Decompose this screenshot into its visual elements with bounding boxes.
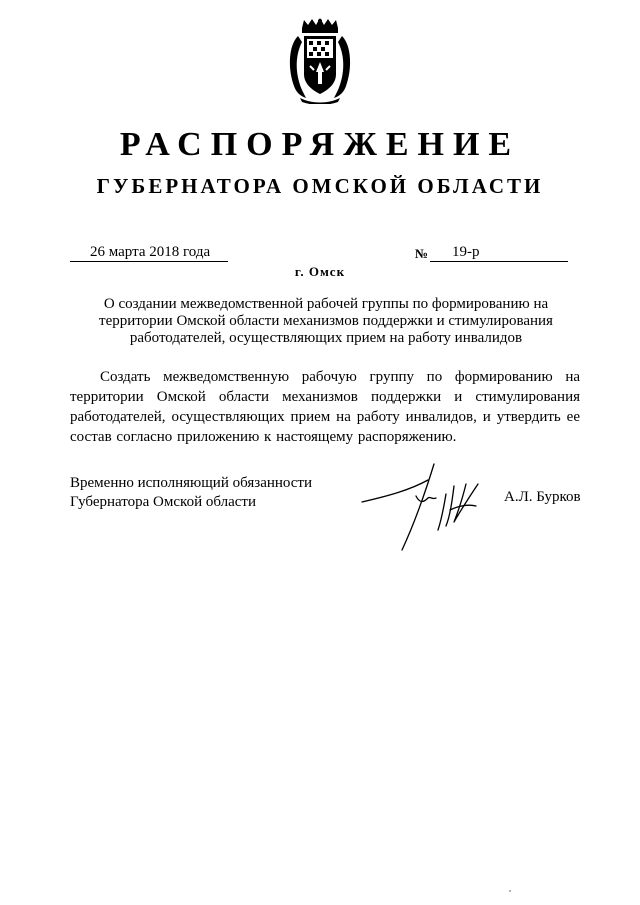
signatory-name: А.Л. Бурков	[504, 489, 581, 505]
handwritten-signature	[358, 460, 503, 560]
document-date: 26 марта 2018 года	[90, 244, 211, 260]
signatory-title: Временно исполняющий обязанности Губернатора Омской области	[70, 475, 313, 510]
coat-of-arms-emblem	[286, 18, 354, 104]
date-field	[70, 243, 228, 262]
number-label: №	[415, 246, 429, 261]
document-body: Создать межведомственную рабочую группу по формированию на территории Омской области механизмов поддержки и стимулирования работодателей, осуществляющих прием на работу инвалидов, и утвердить ее состав согласно приложению к настоящему распоряжению.	[70, 369, 580, 445]
document-number: 19-р	[452, 244, 480, 260]
page-speck	[509, 890, 511, 892]
issuer-title: ГУБЕРНАТОРА ОМСКОЙ ОБЛАСТИ	[96, 174, 544, 198]
document-city: г. Омск	[294, 264, 346, 279]
number-field	[430, 243, 568, 262]
document-type-title: РАСПОРЯЖЕНИЕ	[119, 126, 521, 163]
document-subject: О создании межведомственной рабочей группы по формированию на территории Омской области механизмов поддержки и стимулирования работодателей, осуществляющих прием на работу инвалидов	[99, 296, 553, 346]
